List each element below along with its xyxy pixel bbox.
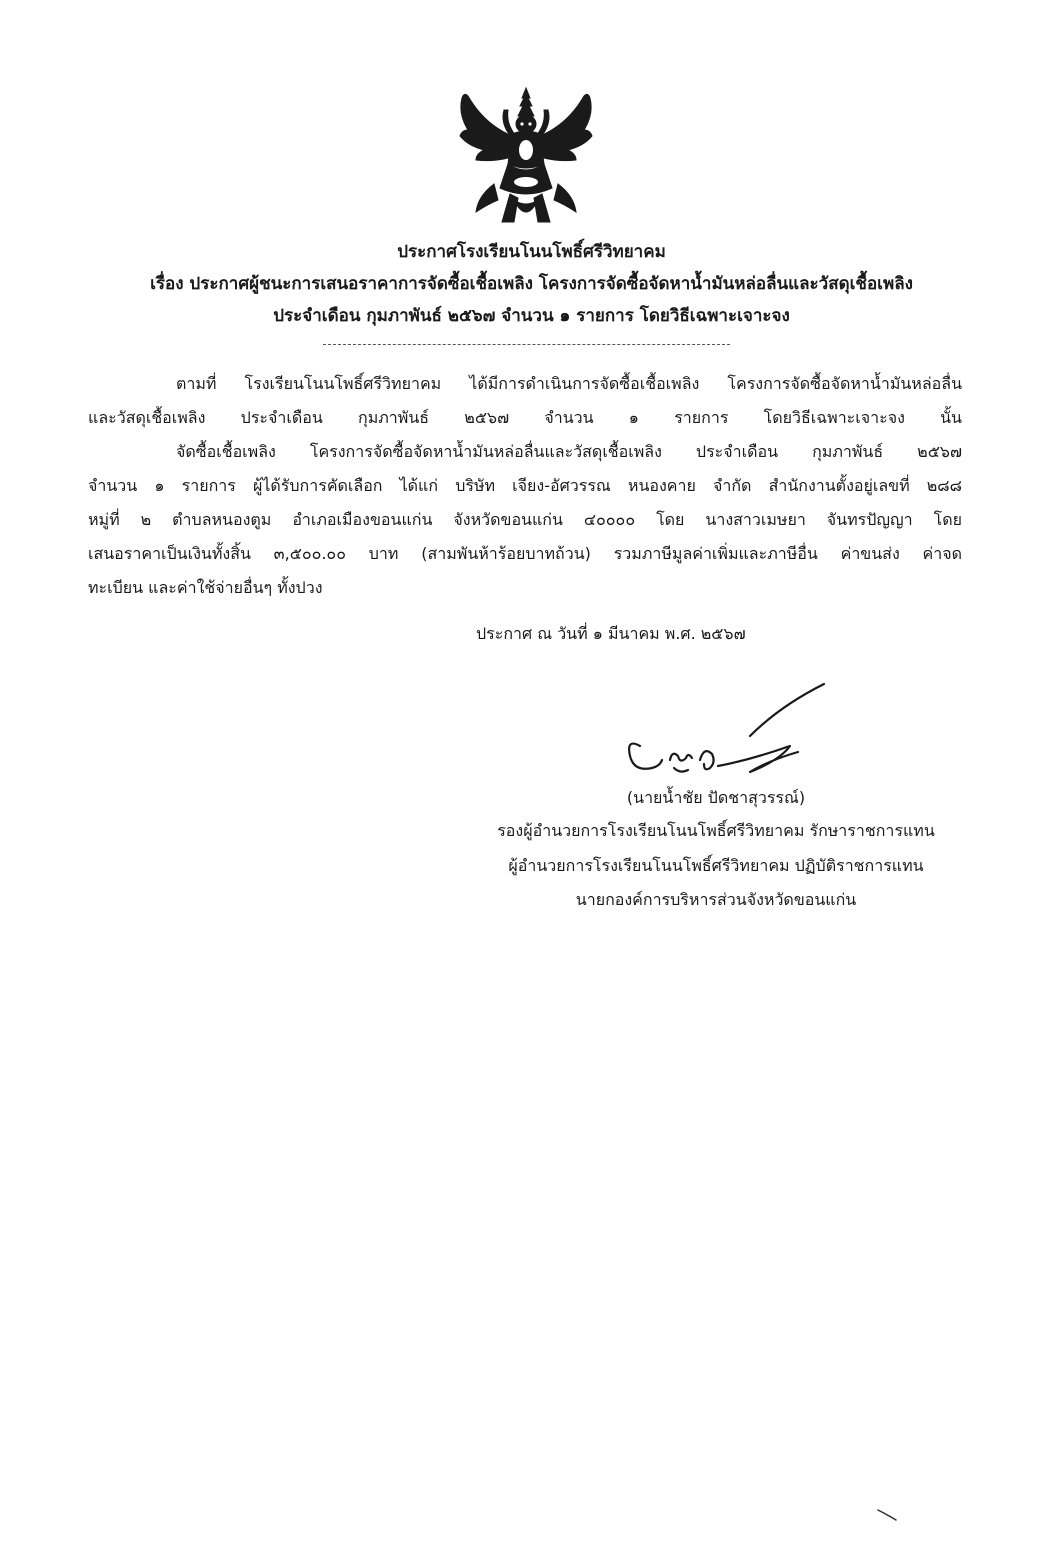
body-line: เสนอราคาเป็นเงินทั้งสิ้น ๓,๕๐๐.๐๐ บาท (สามพันห้าร้อยบาทถ้วน) รวมภาษีมูลค่าเพิ่มและภาษีอื่น ค่าขนส่ง ค่าจด (88, 544, 962, 563)
title-divider (323, 344, 730, 345)
signatory-position-line1: รองผู้อำนวยการโรงเรียนโนนโพธิ์ศรีวิทยาคม รักษาราชการแทน (497, 821, 935, 840)
signatory-position-line3: นายกองค์การบริหารส่วนจังหวัดขอนแก่น (575, 890, 857, 909)
body-line: จัดซื้อเชื้อเพลิง โครงการจัดซื้อจัดหาน้ำมันหล่อลื่นและวัสดุเชื้อเพลิง ประจำเดือน กุมภาพันธ์ ๒๕๖๗ (176, 442, 962, 461)
signatory-position-line2: ผู้อำนวยการโรงเรียนโนนโพธิ์ศรีวิทยาคม ปฏิบัติราชการแทน (508, 856, 924, 875)
body-line: ตามที่ โรงเรียนโนนโพธิ์ศรีวิทยาคม ได้มีการดำเนินการจัดซื้อเชื้อเพลิง โครงการจัดซื้อจัดหาน้ำมันหล่อลื่น (176, 374, 962, 393)
signature-image (600, 676, 840, 788)
body-line: จำนวน ๑ รายการ ผู้ได้รับการคัดเลือก ได้แก่ บริษัท เจียง-อัศวรรณ หนองคาย จำกัด สำนักงานตั้งอยู่เลขที่ ๒๘๘ (88, 476, 962, 495)
body-line: และวัสดุเชื้อเพลิง ประจำเดือน กุมภาพันธ์ ๒๕๖๗ จำนวน ๑ รายการ โดยวิธีเฉพาะเจาะจง นั้น (88, 408, 962, 427)
pen-mark-icon (876, 1506, 900, 1524)
document-subject: เรื่อง ประกาศผู้ชนะการเสนอราคาการจัดซื้อเชื้อเพลิง โครงการจัดซื้อจัดหาน้ำมันหล่อลื่นและวัสดุเชื้อเพลิง (150, 274, 913, 294)
body-line: หมู่ที่ ๒ ตำบลหนองตูม อำเภอเมืองขอนแก่น จังหวัดขอนแก่น ๔๐๐๐๐ โดย นางสาวเมษยา จันทรปัญญา โดย (88, 510, 962, 529)
document-subject-line2: ประจำเดือน กุมภาพันธ์ ๒๕๖๗ จำนวน ๑ รายการ โดยวิธีเฉพาะเจาะจง (273, 306, 790, 326)
signatory-name: (นายน้ำชัย ปัดชาสุวรรณ์) (626, 788, 806, 807)
body-line: ทะเบียน และค่าใช้จ่ายอื่นๆ ทั้งปวง (88, 578, 323, 597)
announcement-date: ประกาศ ณ วันที่ ๑ มีนาคม พ.ศ. ๒๕๖๗ (476, 624, 746, 643)
garuda-emblem-icon (454, 84, 599, 229)
document-title: ประกาศโรงเรียนโนนโพธิ์ศรีวิทยาคม (397, 242, 666, 262)
